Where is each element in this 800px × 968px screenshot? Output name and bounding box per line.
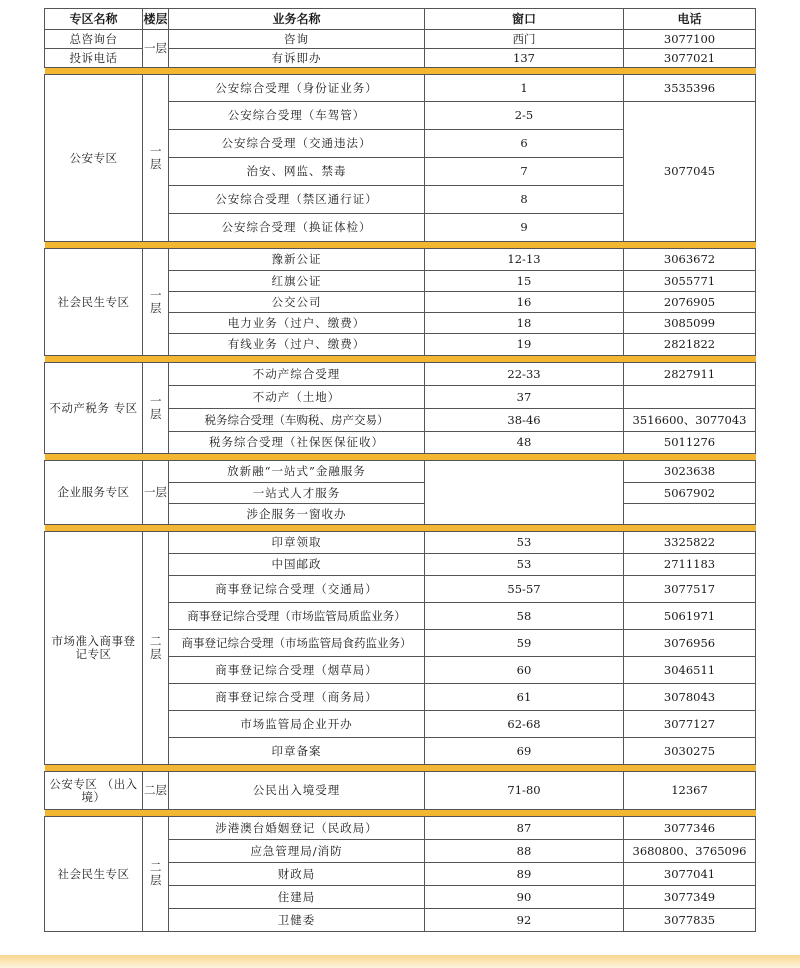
section-separator <box>45 525 756 532</box>
phone-cell: 3325822 <box>624 532 756 554</box>
phone-cell: 3680800、3765096 <box>624 840 756 863</box>
window-cell: 53 <box>425 532 624 554</box>
window-cell: 6 <box>425 130 624 158</box>
window-cell: 62-68 <box>425 711 624 738</box>
window-cell: 16 <box>425 292 624 313</box>
service-cell: 放新融“一站式”金融服务 <box>169 461 425 483</box>
service-cell: 商事登记综合受理（市场监管局食药监业务） <box>169 630 425 657</box>
phone-cell: 2827911 <box>624 363 756 386</box>
service-cell: 红旗公证 <box>169 271 425 292</box>
table-row <box>45 75 756 102</box>
phone-cell: 3535396 <box>624 75 756 102</box>
window-cell: 58 <box>425 603 624 630</box>
table-row <box>45 772 756 810</box>
section-separator <box>45 68 756 75</box>
section-separator <box>45 454 756 461</box>
phone-cell: 3077517 <box>624 576 756 603</box>
section-separator <box>45 810 756 817</box>
service-cell: 应急管理局/消防 <box>169 840 425 863</box>
floor-cell: 二层 <box>143 532 169 765</box>
header-phone: 电话 <box>624 9 756 30</box>
zone-cell: 企业服务专区 <box>45 461 143 525</box>
phone-cell: 3077041 <box>624 863 756 886</box>
window-cell: 87 <box>425 817 624 840</box>
zone-cell: 社会民生专区 <box>45 249 143 356</box>
phone-cell: 3078043 <box>624 684 756 711</box>
zone-cell: 市场准入商事登记专区 <box>45 532 143 765</box>
phone-cell: 2711183 <box>624 554 756 576</box>
window-cell: 8 <box>425 186 624 214</box>
window-cell: 7 <box>425 158 624 186</box>
floor-cell: 一层 <box>143 363 169 454</box>
window-cell: 18 <box>425 313 624 334</box>
floor-cell: 二层 <box>143 817 169 932</box>
window-cell: 38-46 <box>425 409 624 432</box>
phone-cell: 12367 <box>624 772 756 810</box>
window-cell: 2-5 <box>425 102 624 130</box>
window-cell: 59 <box>425 630 624 657</box>
phone-cell: 2076905 <box>624 292 756 313</box>
service-cell: 涉企服务一窗收办 <box>169 504 425 525</box>
window-cell: 60 <box>425 657 624 684</box>
service-cell: 印章备案 <box>169 738 425 765</box>
service-cell: 治安、网监、禁毒 <box>169 158 425 186</box>
table-row <box>45 532 756 554</box>
service-cell: 商事登记综合受理（市场监管局质监业务） <box>169 603 425 630</box>
phone-cell: 5011276 <box>624 432 756 454</box>
phone-cell: 3077349 <box>624 886 756 909</box>
table-row <box>45 249 756 271</box>
service-directory <box>44 8 755 932</box>
header-window: 窗口 <box>425 9 624 30</box>
zone-cell: 总咨询台 <box>45 30 143 49</box>
service-cell: 公安综合受理（身份证业务） <box>169 75 425 102</box>
zone-cell: 不动产税务 专区 <box>45 363 143 454</box>
zone-cell: 公安专区 <box>45 75 143 242</box>
window-cell: 15 <box>425 271 624 292</box>
phone-cell: 5061971 <box>624 603 756 630</box>
zone-cell: 公安专区 （出入境） <box>45 772 143 810</box>
window-cell: 22-33 <box>425 363 624 386</box>
phone-cell: 3077100 <box>624 30 756 49</box>
phone-cell: 3046511 <box>624 657 756 684</box>
service-cell: 涉港澳台婚姻登记（民政局） <box>169 817 425 840</box>
service-cell: 不动产（土地） <box>169 386 425 409</box>
window-cell: 61 <box>425 684 624 711</box>
table-row <box>45 30 756 49</box>
phone-cell <box>624 386 756 409</box>
service-directory-table <box>44 8 756 932</box>
service-cell: 公安综合受理（车驾管） <box>169 102 425 130</box>
service-cell: 财政局 <box>169 863 425 886</box>
window-cell <box>425 461 624 525</box>
window-cell: 19 <box>425 334 624 356</box>
phone-cell: 3077127 <box>624 711 756 738</box>
section-separator <box>45 765 756 772</box>
floor-cell: 一层 <box>143 30 169 68</box>
service-cell: 有线业务（过户、缴费） <box>169 334 425 356</box>
service-cell: 公安综合受理（交通违法） <box>169 130 425 158</box>
header-zone: 专区名称 <box>45 9 143 30</box>
service-cell: 商事登记综合受理（烟草局） <box>169 657 425 684</box>
service-cell: 有诉即办 <box>169 49 425 68</box>
service-cell: 豫新公证 <box>169 249 425 271</box>
phone-cell: 3063672 <box>624 249 756 271</box>
section-separator <box>45 356 756 363</box>
service-cell: 公安综合受理（换证体检） <box>169 214 425 242</box>
window-cell: 89 <box>425 863 624 886</box>
table-row <box>45 817 756 840</box>
floor-cell: 二层 <box>143 772 169 810</box>
window-cell: 137 <box>425 49 624 68</box>
window-cell: 71-80 <box>425 772 624 810</box>
floor-cell: 一层 <box>143 75 169 242</box>
window-cell: 48 <box>425 432 624 454</box>
table-row <box>45 461 756 483</box>
window-cell: 69 <box>425 738 624 765</box>
bottom-edge-band <box>0 955 800 968</box>
phone-cell: 3085099 <box>624 313 756 334</box>
phone-cell <box>624 504 756 525</box>
service-cell: 公安综合受理（禁区通行证） <box>169 186 425 214</box>
phone-cell: 3030275 <box>624 738 756 765</box>
phone-cell: 5067902 <box>624 483 756 504</box>
window-cell: 西门 <box>425 30 624 49</box>
section-separator <box>45 242 756 249</box>
service-cell: 电力业务（过户、缴费） <box>169 313 425 334</box>
phone-cell: 3023638 <box>624 461 756 483</box>
window-cell: 37 <box>425 386 624 409</box>
phone-cell: 3077346 <box>624 817 756 840</box>
service-cell: 卫健委 <box>169 909 425 932</box>
service-cell: 税务综合受理（社保医保征收） <box>169 432 425 454</box>
service-cell: 印章领取 <box>169 532 425 554</box>
phone-cell: 3076956 <box>624 630 756 657</box>
service-cell: 公民出入境受理 <box>169 772 425 810</box>
service-cell: 咨询 <box>169 30 425 49</box>
service-cell: 税务综合受理（车购税、房产交易） <box>169 409 425 432</box>
window-cell: 53 <box>425 554 624 576</box>
window-cell: 92 <box>425 909 624 932</box>
window-cell: 90 <box>425 886 624 909</box>
phone-cell: 3516600、3077043 <box>624 409 756 432</box>
zone-cell: 投诉电话 <box>45 49 143 68</box>
service-cell: 一站式人才服务 <box>169 483 425 504</box>
zone-cell: 社会民生专区 <box>45 817 143 932</box>
table-row <box>45 363 756 386</box>
service-cell: 住建局 <box>169 886 425 909</box>
window-cell: 9 <box>425 214 624 242</box>
window-cell: 88 <box>425 840 624 863</box>
service-cell: 公交公司 <box>169 292 425 313</box>
phone-cell: 3077835 <box>624 909 756 932</box>
phone-cell: 3077045 <box>624 102 756 242</box>
header-row <box>45 9 756 30</box>
header-floor: 楼层 <box>143 9 169 30</box>
service-cell: 商事登记综合受理（交通局） <box>169 576 425 603</box>
window-cell: 1 <box>425 75 624 102</box>
floor-cell: 一层 <box>143 249 169 356</box>
floor-cell: 一层 <box>143 461 169 525</box>
window-cell: 12-13 <box>425 249 624 271</box>
phone-cell: 3055771 <box>624 271 756 292</box>
service-cell: 商事登记综合受理（商务局） <box>169 684 425 711</box>
phone-cell: 2821822 <box>624 334 756 356</box>
window-cell: 55-57 <box>425 576 624 603</box>
phone-cell: 3077021 <box>624 49 756 68</box>
service-cell: 不动产综合受理 <box>169 363 425 386</box>
service-cell: 市场监管局企业开办 <box>169 711 425 738</box>
header-service: 业务名称 <box>169 9 425 30</box>
service-cell: 中国邮政 <box>169 554 425 576</box>
